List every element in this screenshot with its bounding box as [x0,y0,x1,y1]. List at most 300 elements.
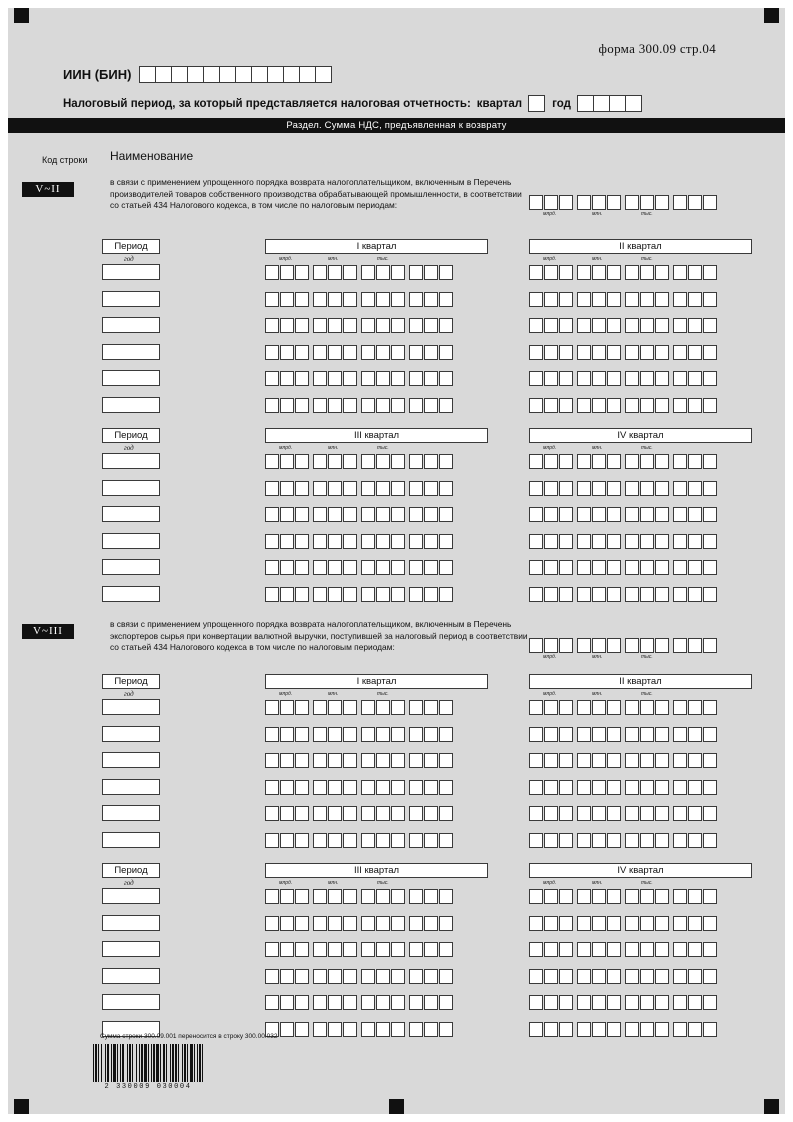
amount-cell[interactable] [592,1022,606,1037]
amount-cell[interactable] [343,345,357,360]
amount-cell[interactable] [529,587,543,602]
amount-cell[interactable] [361,481,375,496]
amount-cell[interactable] [703,292,717,307]
amount-cell[interactable] [544,507,558,522]
amount-cell[interactable] [559,587,573,602]
amount-cell[interactable] [655,454,669,469]
amount-cell[interactable] [328,371,342,386]
amount-cell[interactable] [640,889,654,904]
amount-cell[interactable] [655,700,669,715]
amount-cell[interactable] [673,889,687,904]
amount-cell[interactable] [280,700,294,715]
amount-cell[interactable] [376,727,390,742]
amount-cell[interactable] [625,371,639,386]
amount-cell[interactable] [328,806,342,821]
quarter-amount-grid[interactable] [529,292,718,307]
amount-cell[interactable] [361,587,375,602]
amount-cell[interactable] [409,292,423,307]
quarter-amount-grid[interactable] [265,753,454,768]
iin-cell[interactable] [171,66,188,83]
amount-cell[interactable] [592,942,606,957]
period-year-input[interactable] [102,586,160,602]
amount-cell[interactable] [295,889,309,904]
amount-cell[interactable] [313,889,327,904]
amount-cell[interactable] [673,969,687,984]
amount-cell[interactable] [313,265,327,280]
amount-cell[interactable] [391,454,405,469]
amount-cell[interactable] [295,481,309,496]
amount-cell[interactable] [529,700,543,715]
period-year-input[interactable] [102,832,160,848]
amount-cell[interactable] [673,318,687,333]
period-year-input[interactable] [102,805,160,821]
amount-cell[interactable] [439,916,453,931]
amount-cell[interactable] [559,700,573,715]
amount-cell[interactable] [607,1022,621,1037]
amount-cell[interactable] [280,534,294,549]
quarter-amount-grid[interactable] [529,780,718,795]
amount-cell[interactable] [577,638,591,653]
amount-cell[interactable] [343,833,357,848]
amount-cell[interactable] [328,780,342,795]
amount-cell[interactable] [607,454,621,469]
amount-cell[interactable] [577,534,591,549]
amount-cell[interactable] [625,265,639,280]
amount-cell[interactable] [439,969,453,984]
amount-cell[interactable] [295,292,309,307]
quarter-amount-grid[interactable] [265,1022,454,1037]
iin-cell[interactable] [251,66,268,83]
amount-cell[interactable] [577,454,591,469]
period-year-input[interactable] [102,915,160,931]
amount-cell[interactable] [343,727,357,742]
amount-cell[interactable] [424,265,438,280]
amount-cell[interactable] [265,345,279,360]
amount-cell[interactable] [343,292,357,307]
amount-cell[interactable] [313,371,327,386]
amount-cell[interactable] [544,345,558,360]
period-year-input[interactable] [102,344,160,360]
amount-cell[interactable] [559,371,573,386]
amount-cell[interactable] [409,560,423,575]
amount-cell[interactable] [280,806,294,821]
amount-cell[interactable] [439,587,453,602]
amount-cell[interactable] [343,780,357,795]
amount-cell[interactable] [640,265,654,280]
amount-cell[interactable] [295,345,309,360]
amount-cell[interactable] [640,969,654,984]
amount-cell[interactable] [313,534,327,549]
amount-cell[interactable] [391,265,405,280]
amount-cell[interactable] [688,889,702,904]
amount-cell[interactable] [655,889,669,904]
amount-cell[interactable] [361,318,375,333]
amount-cell[interactable] [424,806,438,821]
amount-cell[interactable] [265,916,279,931]
amount-cell[interactable] [673,398,687,413]
amount-cell[interactable] [592,507,606,522]
amount-cell[interactable] [328,833,342,848]
quarter-amount-grid[interactable] [529,833,718,848]
iin-cell[interactable] [315,66,332,83]
amount-cell[interactable] [529,995,543,1010]
amount-cell[interactable] [544,587,558,602]
amount-cell[interactable] [673,942,687,957]
amount-cell[interactable] [265,889,279,904]
amount-cell[interactable] [391,345,405,360]
period-year-input[interactable] [102,317,160,333]
amount-cell[interactable] [280,753,294,768]
amount-cell[interactable] [295,560,309,575]
amount-cell[interactable] [673,507,687,522]
amount-cell[interactable] [265,780,279,795]
amount-cell[interactable] [391,507,405,522]
amount-cell[interactable] [673,780,687,795]
amount-cell[interactable] [559,916,573,931]
amount-cell[interactable] [391,1022,405,1037]
amount-cell[interactable] [688,398,702,413]
amount-cell[interactable] [343,889,357,904]
amount-cell[interactable] [544,969,558,984]
amount-cell[interactable] [280,560,294,575]
amount-cell[interactable] [688,833,702,848]
amount-cell[interactable] [439,345,453,360]
amount-cell[interactable] [409,1022,423,1037]
amount-cell[interactable] [265,560,279,575]
quarter-amount-grid[interactable] [529,942,718,957]
amount-cell[interactable] [577,560,591,575]
amount-cell[interactable] [409,806,423,821]
amount-cell[interactable] [655,265,669,280]
amount-cell[interactable] [529,345,543,360]
amount-cell[interactable] [313,398,327,413]
amount-cell[interactable] [559,265,573,280]
amount-cell[interactable] [361,700,375,715]
amount-cell[interactable] [361,345,375,360]
year-cell[interactable] [593,95,610,112]
amount-cell[interactable] [592,292,606,307]
iin-cell[interactable] [267,66,284,83]
amount-cell[interactable] [529,638,543,653]
amount-cell[interactable] [688,481,702,496]
amount-cell[interactable] [361,398,375,413]
amount-cell[interactable] [625,292,639,307]
amount-cell[interactable] [424,481,438,496]
amount-cell[interactable] [640,916,654,931]
amount-cell[interactable] [361,1022,375,1037]
amount-cell[interactable] [640,942,654,957]
amount-cell[interactable] [280,995,294,1010]
amount-cell[interactable] [343,507,357,522]
amount-cell[interactable] [625,1022,639,1037]
amount-cell[interactable] [592,833,606,848]
amount-cell[interactable] [529,889,543,904]
amount-cell[interactable] [424,507,438,522]
amount-cell[interactable] [409,587,423,602]
amount-cell[interactable] [625,780,639,795]
amount-cell[interactable] [607,481,621,496]
amount-cell[interactable] [673,1022,687,1037]
amount-cell[interactable] [391,727,405,742]
amount-cell[interactable] [376,833,390,848]
quarter-amount-grid[interactable] [529,587,718,602]
amount-cell[interactable] [280,454,294,469]
amount-cell[interactable] [607,700,621,715]
amount-cell[interactable] [529,753,543,768]
amount-cell[interactable] [439,481,453,496]
quarter-amount-grid[interactable] [529,700,718,715]
quarter-amount-grid[interactable] [265,481,454,496]
amount-cell[interactable] [703,916,717,931]
amount-cell[interactable] [592,318,606,333]
amount-cell[interactable] [391,995,405,1010]
amount-cell[interactable] [361,265,375,280]
quarter-input[interactable] [528,95,544,112]
amount-cell[interactable] [265,995,279,1010]
amount-cell[interactable] [280,398,294,413]
amount-cell[interactable] [295,995,309,1010]
amount-cell[interactable] [640,753,654,768]
amount-cell[interactable] [343,534,357,549]
period-year-input[interactable] [102,726,160,742]
amount-cell[interactable] [673,454,687,469]
quarter-amount-grid[interactable] [265,371,454,386]
amount-cell[interactable] [328,995,342,1010]
amount-cell[interactable] [544,995,558,1010]
amount-cell[interactable] [391,969,405,984]
amount-cell[interactable] [409,833,423,848]
amount-cell[interactable] [688,727,702,742]
amount-cell[interactable] [529,916,543,931]
amount-cell[interactable] [592,398,606,413]
amount-cell[interactable] [703,969,717,984]
amount-cell[interactable] [409,371,423,386]
iin-cell[interactable] [139,66,156,83]
quarter-amount-grid[interactable] [529,371,718,386]
amount-cell[interactable] [577,481,591,496]
amount-cell[interactable] [409,454,423,469]
amount-cell[interactable] [343,942,357,957]
amount-cell[interactable] [328,1022,342,1037]
amount-cell[interactable] [529,780,543,795]
amount-cell[interactable] [655,587,669,602]
amount-cell[interactable] [280,318,294,333]
quarter-amount-grid[interactable] [529,969,718,984]
amount-cell[interactable] [376,806,390,821]
amount-cell[interactable] [343,995,357,1010]
amount-cell[interactable] [265,587,279,602]
amount-cell[interactable] [688,318,702,333]
amount-cell[interactable] [559,969,573,984]
amount-cell[interactable] [544,195,558,210]
amount-cell[interactable] [559,398,573,413]
amount-cell[interactable] [703,398,717,413]
amount-cell[interactable] [361,780,375,795]
quarter-amount-grid[interactable] [529,318,718,333]
amount-cell[interactable] [439,292,453,307]
amount-cell[interactable] [655,560,669,575]
amount-cell[interactable] [391,916,405,931]
amount-cell[interactable] [424,398,438,413]
amount-cell[interactable] [280,265,294,280]
amount-cell[interactable] [673,753,687,768]
iin-cell[interactable] [187,66,204,83]
amount-cell[interactable] [607,398,621,413]
amount-cell[interactable] [439,833,453,848]
amount-cell[interactable] [703,638,717,653]
amount-cell[interactable] [328,534,342,549]
amount-cell[interactable] [607,534,621,549]
amount-cell[interactable] [439,507,453,522]
amount-cell[interactable] [655,371,669,386]
amount-cell[interactable] [688,507,702,522]
quarter-amount-grid[interactable] [265,806,454,821]
amount-cell[interactable] [703,806,717,821]
amount-cell[interactable] [592,534,606,549]
amount-cell[interactable] [607,780,621,795]
amount-cell[interactable] [313,727,327,742]
amount-cell[interactable] [625,560,639,575]
amount-cell[interactable] [703,700,717,715]
amount-cell[interactable] [280,507,294,522]
amount-cell[interactable] [544,638,558,653]
amount-cell[interactable] [592,481,606,496]
amount-cell[interactable] [295,969,309,984]
amount-cell[interactable] [313,560,327,575]
amount-cell[interactable] [376,507,390,522]
amount-cell[interactable] [313,481,327,496]
amount-cell[interactable] [640,700,654,715]
amount-cell[interactable] [577,371,591,386]
amount-cell[interactable] [655,507,669,522]
amount-cell[interactable] [703,454,717,469]
amount-cell[interactable] [361,560,375,575]
amount-cell[interactable] [673,638,687,653]
quarter-amount-grid[interactable] [529,534,718,549]
amount-cell[interactable] [640,454,654,469]
amount-cell[interactable] [577,833,591,848]
amount-cell[interactable] [703,560,717,575]
amount-cell[interactable] [577,780,591,795]
amount-cell[interactable] [313,942,327,957]
quarter-amount-grid[interactable] [265,345,454,360]
amount-cell[interactable] [376,995,390,1010]
amount-cell[interactable] [343,560,357,575]
amount-cell[interactable] [655,292,669,307]
amount-cell[interactable] [295,1022,309,1037]
amount-cell[interactable] [343,265,357,280]
amount-cell[interactable] [391,700,405,715]
amount-cell[interactable] [655,534,669,549]
quarter-amount-grid[interactable] [265,995,454,1010]
quarter-amount-grid[interactable] [265,265,454,280]
amount-cell[interactable] [640,345,654,360]
amount-cell[interactable] [265,507,279,522]
amount-cell[interactable] [313,1022,327,1037]
amount-cell[interactable] [673,727,687,742]
amount-cell[interactable] [280,587,294,602]
amount-cell[interactable] [607,371,621,386]
quarter-amount-grid[interactable] [265,398,454,413]
amount-cell[interactable] [280,916,294,931]
amount-cell[interactable] [376,345,390,360]
amount-cell[interactable] [688,454,702,469]
period-year-input[interactable] [102,264,160,280]
amount-cell[interactable] [424,1022,438,1037]
amount-cell[interactable] [577,727,591,742]
amount-cell[interactable] [361,916,375,931]
amount-cell[interactable] [295,534,309,549]
amount-cell[interactable] [361,371,375,386]
amount-cell[interactable] [625,942,639,957]
amount-cell[interactable] [529,969,543,984]
amount-cell[interactable] [343,481,357,496]
amount-cell[interactable] [625,700,639,715]
year-cell[interactable] [609,95,626,112]
amount-cell[interactable] [295,833,309,848]
amount-cell[interactable] [559,292,573,307]
amount-cell[interactable] [703,195,717,210]
amount-cell[interactable] [625,318,639,333]
amount-cell[interactable] [607,318,621,333]
amount-cell[interactable] [409,345,423,360]
amount-cell[interactable] [640,371,654,386]
amount-cell[interactable] [295,587,309,602]
quarter-amount-grid[interactable] [265,560,454,575]
amount-cell[interactable] [655,780,669,795]
amount-cell[interactable] [625,481,639,496]
amount-cell[interactable] [376,534,390,549]
amount-cell[interactable] [529,560,543,575]
amount-cell[interactable] [424,942,438,957]
amount-cell[interactable] [529,806,543,821]
amount-cell[interactable] [559,753,573,768]
amount-cell[interactable] [655,995,669,1010]
amount-cell[interactable] [313,700,327,715]
amount-cell[interactable] [577,265,591,280]
amount-cell[interactable] [688,195,702,210]
amount-cell[interactable] [559,481,573,496]
amount-cell[interactable] [343,454,357,469]
quarter-amount-grid[interactable] [265,318,454,333]
amount-cell[interactable] [376,700,390,715]
amount-cell[interactable] [640,398,654,413]
amount-cell[interactable] [625,454,639,469]
amount-cell[interactable] [577,1022,591,1037]
amount-cell[interactable] [559,454,573,469]
amount-cell[interactable] [529,727,543,742]
amount-cell[interactable] [361,806,375,821]
period-year-input[interactable] [102,453,160,469]
amount-cell[interactable] [577,587,591,602]
amount-cell[interactable] [655,398,669,413]
amount-cell[interactable] [640,995,654,1010]
amount-cell[interactable] [607,727,621,742]
amount-cell[interactable] [607,833,621,848]
amount-cell[interactable] [577,195,591,210]
amount-cell[interactable] [265,454,279,469]
amount-cell[interactable] [673,265,687,280]
amount-cell[interactable] [343,753,357,768]
amount-cell[interactable] [544,265,558,280]
amount-cell[interactable] [559,942,573,957]
amount-cell[interactable] [592,995,606,1010]
amount-cell[interactable] [640,292,654,307]
amount-cell[interactable] [559,806,573,821]
amount-cell[interactable] [544,318,558,333]
amount-cell[interactable] [295,700,309,715]
amount-cell[interactable] [607,507,621,522]
